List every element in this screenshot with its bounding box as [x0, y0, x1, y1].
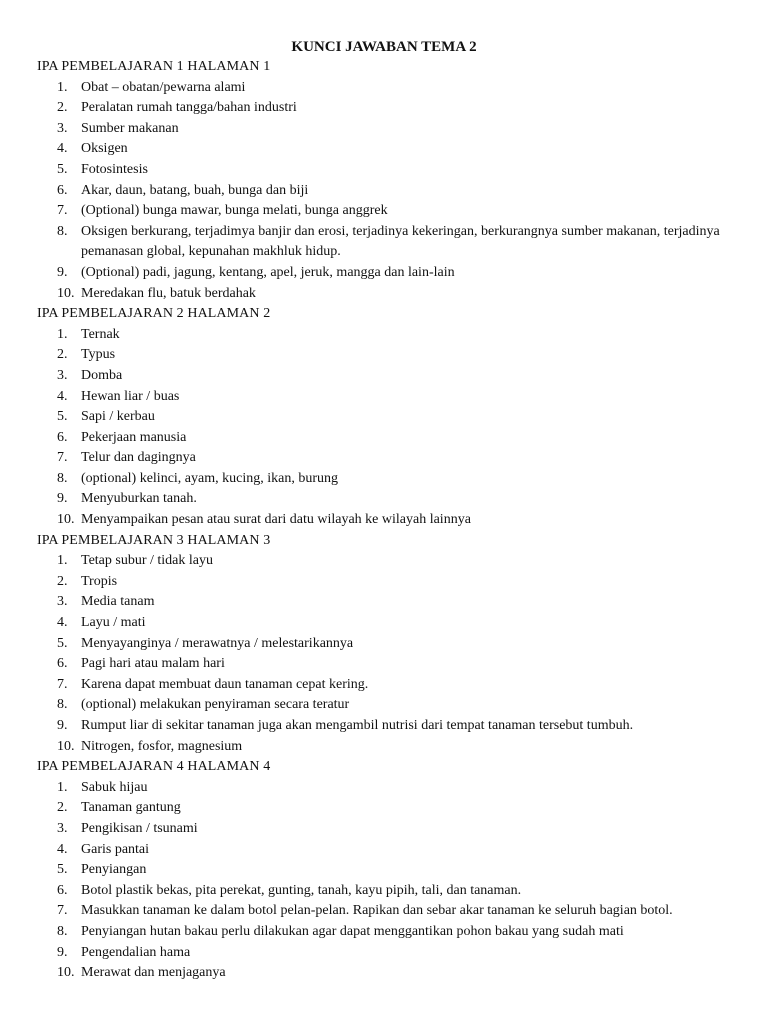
- item-text: Ternak: [81, 326, 120, 342]
- list-item: [37, 181, 737, 202]
- item-number: 1.: [57, 326, 68, 342]
- item-number: 8.: [57, 470, 68, 486]
- list-item: [37, 407, 737, 428]
- item-text: Peralatan rumah tangga/bahan industri: [81, 100, 297, 116]
- item-number: 7.: [57, 203, 68, 219]
- item-number: 6.: [57, 429, 68, 445]
- list-item: [37, 901, 737, 922]
- item-text: Sumber makanan: [81, 120, 179, 136]
- item-number: 10.: [57, 738, 75, 754]
- item-text: Pekerjaan manusia: [81, 429, 187, 445]
- list-item: [37, 469, 737, 490]
- answer-list: [37, 551, 737, 757]
- item-text: Masukkan tanaman ke dalam botol pelan-pelan. Rapikan dan sebar akar tanaman ke seluruh bagian botol.: [81, 903, 673, 919]
- list-item: [37, 798, 737, 819]
- item-number: 3.: [57, 367, 68, 383]
- item-text: Tanaman gantung: [81, 800, 181, 816]
- list-item: [37, 922, 737, 943]
- list-item: [37, 695, 737, 716]
- list-item: [37, 592, 737, 613]
- list-item: [37, 634, 737, 655]
- item-text: (Optional) bunga mawar, bunga melati, bunga anggrek: [81, 203, 388, 219]
- list-item: [37, 387, 737, 408]
- item-number: 5.: [57, 161, 68, 177]
- answer-list: [37, 325, 737, 531]
- item-text: Pagi hari atau malam hari: [81, 656, 225, 672]
- answer-list: [37, 778, 737, 984]
- item-text: Tropis: [81, 573, 118, 589]
- item-text: Sapi / kerbau: [81, 409, 155, 425]
- item-text: Penyiangan hutan bakau perlu dilakukan agar dapat menggantikan pohon bakau yang sudah mati: [81, 923, 624, 939]
- list-item: [37, 943, 737, 964]
- item-text: Pengendalian hama: [81, 944, 191, 960]
- item-number: 10.: [57, 965, 75, 981]
- item-text: Menyayanginya / merawatnya / melestarikannya: [81, 635, 354, 651]
- item-text: Merawat dan menjaganya: [81, 965, 226, 981]
- item-text: (optional) kelinci, ayam, kucing, ikan, burung: [81, 470, 338, 486]
- item-number: 9.: [57, 944, 68, 960]
- item-number: 5.: [57, 862, 68, 878]
- list-item: [37, 345, 737, 366]
- list-item: [37, 489, 737, 510]
- item-number: 9.: [57, 718, 68, 733]
- item-text: Media tanam: [81, 594, 155, 610]
- section-heading: IPA PEMBELAJARAN 4 HALAMAN 4: [37, 759, 271, 775]
- item-text: Hewan liar / buas: [81, 388, 180, 404]
- list-item: [37, 139, 737, 160]
- item-number: 10.: [57, 512, 75, 528]
- list-item: [37, 160, 737, 181]
- list-item: [37, 551, 737, 572]
- list-item: [37, 778, 737, 799]
- list-item: [37, 510, 737, 531]
- item-number: 2.: [57, 573, 68, 589]
- item-text: Pengikisan / tsunami: [81, 820, 198, 836]
- item-text: Oksigen: [81, 141, 128, 157]
- section-heading: IPA PEMBELAJARAN 3 HALAMAN 3: [37, 532, 271, 548]
- list-item: [37, 366, 737, 387]
- list-item: [37, 613, 737, 634]
- item-number: 7.: [57, 676, 68, 692]
- list-item: [37, 284, 737, 305]
- list-item: [37, 881, 737, 902]
- item-number: 3.: [57, 594, 68, 610]
- list-item: [37, 119, 737, 140]
- list-item: [37, 263, 737, 284]
- item-text: Botol plastik bekas, pita perekat, gunting, tanah, kayu pipih, tali, dan tanaman.: [81, 882, 522, 898]
- section-ipa-pembelajaran-4: [37, 757, 737, 984]
- item-number: 2.: [57, 800, 68, 816]
- item-number: 2.: [57, 347, 68, 363]
- item-text: Nitrogen, fosfor, magnesium: [81, 738, 243, 754]
- item-number: 5.: [57, 635, 68, 651]
- item-number: 1.: [57, 553, 68, 569]
- item-text: Penyiangan: [81, 862, 147, 878]
- item-number: 7.: [57, 450, 68, 466]
- item-text: Garis pantai: [81, 841, 150, 857]
- list-item: [37, 840, 737, 861]
- list-item: [37, 78, 737, 99]
- item-text: Meredakan flu, batuk berdahak: [81, 285, 256, 301]
- section-heading: IPA PEMBELAJARAN 2 HALAMAN 2: [37, 306, 271, 322]
- document-title: KUNCI JAWABAN TEMA 2: [291, 39, 477, 55]
- item-text: Telur dan dagingnya: [81, 450, 196, 466]
- item-text: Fotosintesis: [81, 161, 148, 177]
- list-item: [37, 675, 737, 696]
- section-ipa-pembelajaran-2: [37, 304, 737, 531]
- item-text: Menyampaikan pesan atau surat dari datu wilayah ke wilayah lainnya: [81, 512, 471, 528]
- list-item: [37, 819, 737, 840]
- item-text: Oksigen berkurang, terjadimya banjir dan erosi, terjadinya kekeringan, berkurangnya sumber makanan, terjadinya pemanasan global, kepunahan makhluk hidup.: [81, 223, 720, 260]
- section-ipa-pembelajaran-3: [37, 531, 737, 758]
- item-text: (Optional) padi, jagung, kentang, apel, jeruk, mangga dan lain-lain: [81, 264, 455, 280]
- item-number: 6.: [57, 656, 68, 672]
- item-number: 10.: [57, 285, 75, 301]
- list-item: [37, 737, 737, 758]
- item-text: Rumput liar di sekitar tanaman juga akan mengambil nutrisi dari tempat tanaman tersebut tumbuh.: [81, 718, 634, 733]
- item-text: Layu / mati: [81, 615, 146, 631]
- item-number: 2.: [57, 100, 68, 116]
- list-item: [37, 572, 737, 593]
- item-number: 9.: [57, 264, 68, 280]
- item-number: 6.: [57, 182, 68, 198]
- list-item: [37, 325, 737, 346]
- list-item: [37, 448, 737, 469]
- item-text: Sabuk hijau: [81, 779, 148, 795]
- item-text: Akar, daun, batang, buah, bunga dan biji: [81, 182, 309, 198]
- item-text: Typus: [81, 347, 116, 363]
- item-number: 4.: [57, 841, 68, 857]
- item-text: Domba: [81, 367, 123, 383]
- item-text: (optional) melakukan penyiraman secara teratur: [81, 697, 350, 713]
- list-item: [37, 963, 737, 984]
- item-number: 3.: [57, 120, 68, 136]
- item-number: 8.: [57, 223, 68, 239]
- item-number: 4.: [57, 615, 68, 631]
- list-item: [37, 428, 737, 449]
- item-number: 7.: [57, 903, 68, 919]
- item-number: 1.: [57, 79, 68, 95]
- answer-list: [37, 78, 737, 305]
- document-content: [37, 57, 737, 984]
- item-number: 8.: [57, 923, 68, 939]
- list-item: [37, 860, 737, 881]
- item-number: 1.: [57, 779, 68, 795]
- item-text: Karena dapat membuat daun tanaman cepat kering.: [81, 676, 369, 692]
- list-item: [37, 716, 737, 737]
- item-number: 4.: [57, 141, 68, 157]
- item-number: 5.: [57, 409, 68, 425]
- item-number: 6.: [57, 882, 68, 898]
- list-item: [37, 201, 737, 222]
- item-number: 9.: [57, 491, 68, 507]
- section-heading: IPA PEMBELAJARAN 1 HALAMAN 1: [37, 59, 271, 74]
- item-text: Obat – obatan/pewarna alami: [81, 79, 246, 95]
- item-number: 3.: [57, 820, 68, 836]
- item-number: 4.: [57, 388, 68, 404]
- item-number: 8.: [57, 697, 68, 713]
- item-text: Tetap subur / tidak layu: [81, 553, 213, 569]
- list-item: [37, 98, 737, 119]
- list-item: [37, 222, 737, 263]
- item-text: Menyuburkan tanah.: [81, 491, 197, 507]
- list-item: [37, 654, 737, 675]
- section-ipa-pembelajaran-1: [37, 57, 737, 304]
